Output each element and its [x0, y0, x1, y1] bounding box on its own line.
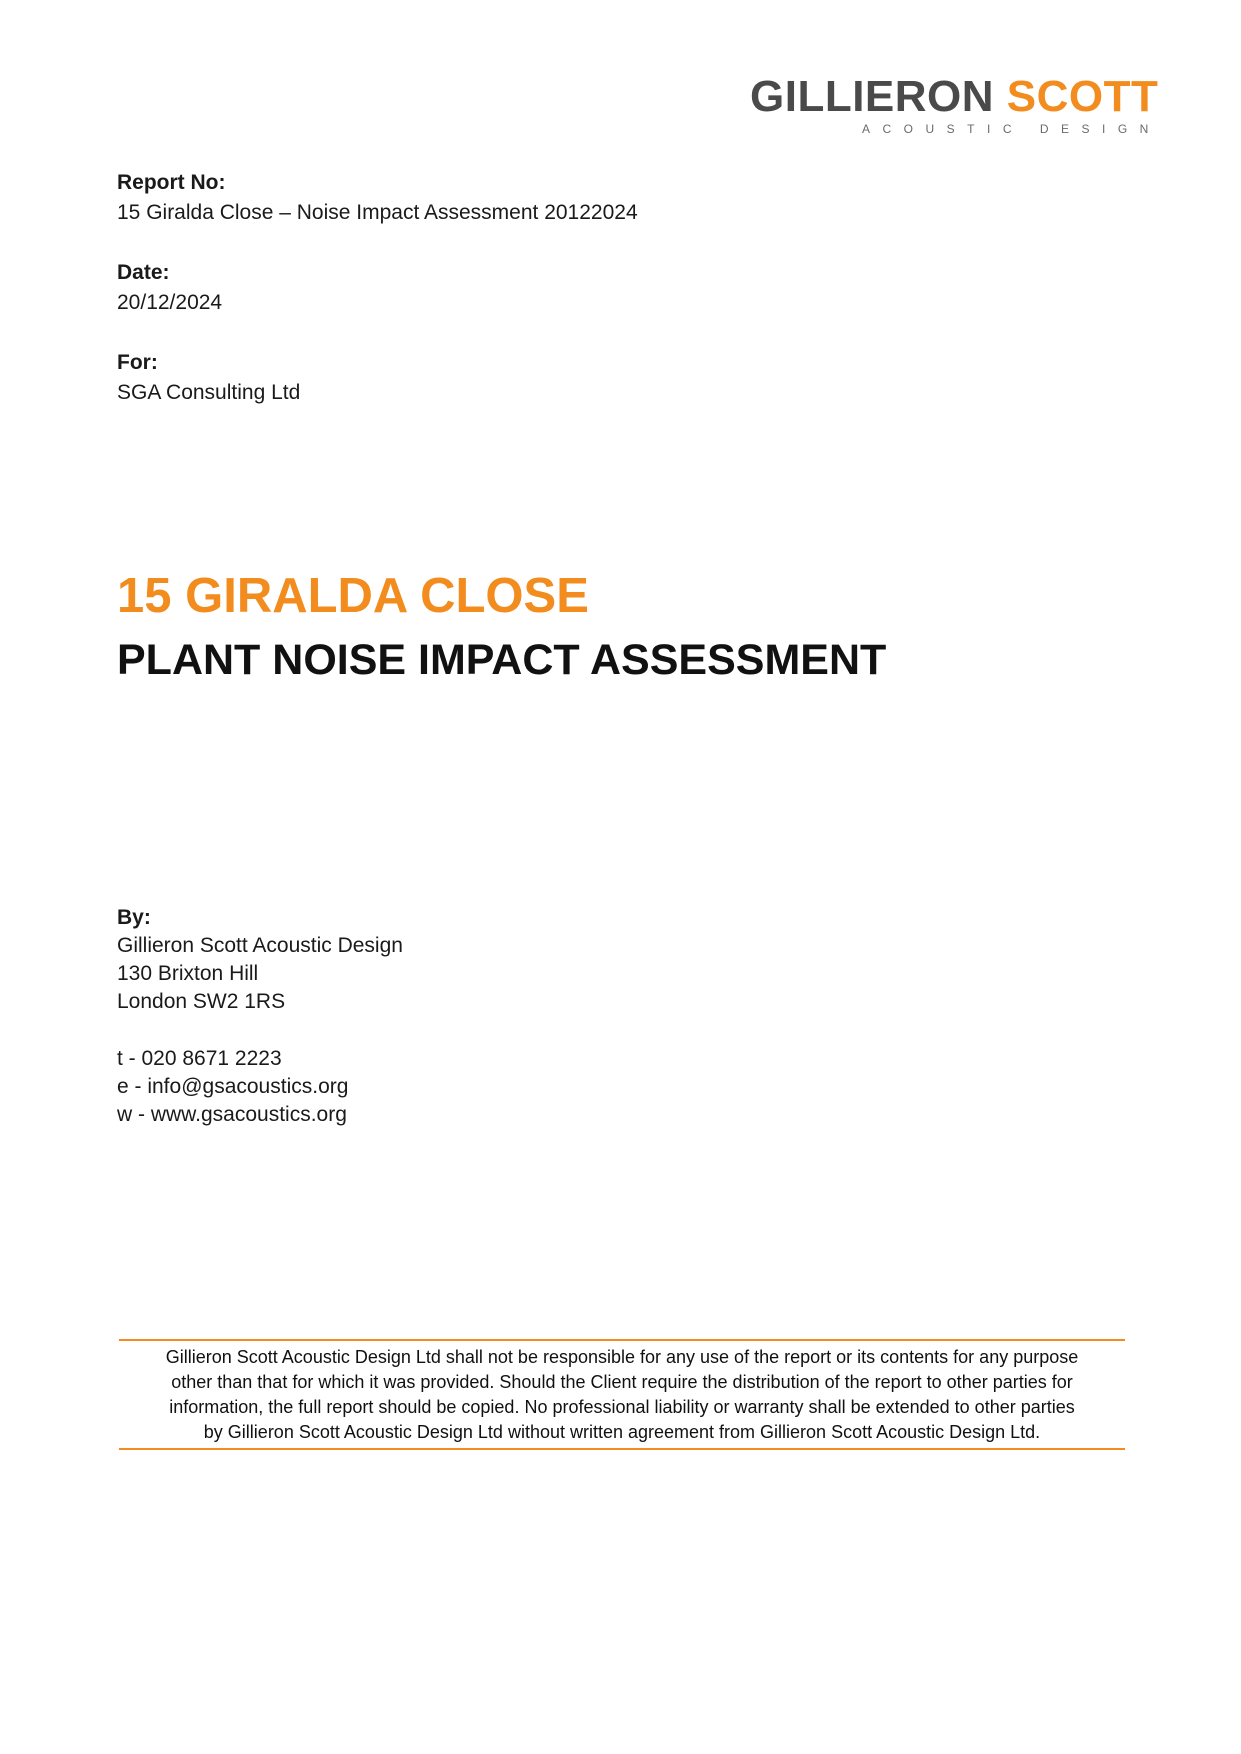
report-number-label: Report No:: [117, 171, 226, 194]
contact-telephone: t - 020 8671 2223: [117, 1047, 282, 1070]
disclaimer-line: by Gillieron Scott Acoustic Design Ltd without written agreement from Gillieron Scott Acoustic Design Ltd.: [203, 1422, 1041, 1442]
author-block: [117, 904, 717, 1129]
date-block: [117, 258, 1017, 318]
contact-email: e - info@gsacoustics.org: [117, 1075, 349, 1098]
client-block: [117, 348, 1017, 408]
logo-name-part2: SCOTT: [1006, 72, 1159, 121]
author-city: London SW2 1RS: [117, 990, 286, 1013]
disclaimer-line: Gillieron Scott Acoustic Design Ltd shall not be responsible for any use of the report or its contents for any purpose: [165, 1347, 1079, 1367]
disclaimer-line: other than that for which it was provided. Should the Client require the distribution of the report to other parties for: [171, 1372, 1073, 1392]
report-number-value: 15 Giralda Close – Noise Impact Assessment 20122024: [117, 201, 638, 224]
title-site-name: 15 GIRALDA CLOSE: [117, 569, 589, 623]
date-label: Date:: [117, 261, 170, 284]
report-number-block: [117, 168, 1017, 228]
date-value: 20/12/2024: [117, 291, 223, 314]
logo-wordmark: [750, 74, 1170, 120]
logo-tagline: ACOUSTIC DESIGN: [862, 122, 1161, 136]
author-company: Gillieron Scott Acoustic Design: [117, 934, 403, 957]
contact-website: w - www.gsacoustics.org: [117, 1103, 347, 1126]
client-value: SGA Consulting Ltd: [117, 381, 301, 404]
logo-name-part1: GILLIERON: [750, 72, 995, 121]
client-label: For:: [117, 351, 158, 374]
title-report-type: PLANT NOISE IMPACT ASSESSMENT: [117, 636, 887, 684]
author-street: 130 Brixton Hill: [117, 962, 259, 985]
company-logo: [750, 74, 1170, 136]
author-label: By:: [117, 906, 151, 929]
disclaimer-line: information, the full report should be copied. No professional liability or warranty shall be extended to other parties: [169, 1397, 1075, 1417]
document-title: [117, 566, 1117, 688]
disclaimer-box: [119, 1339, 1125, 1450]
report-meta: [117, 168, 1017, 438]
